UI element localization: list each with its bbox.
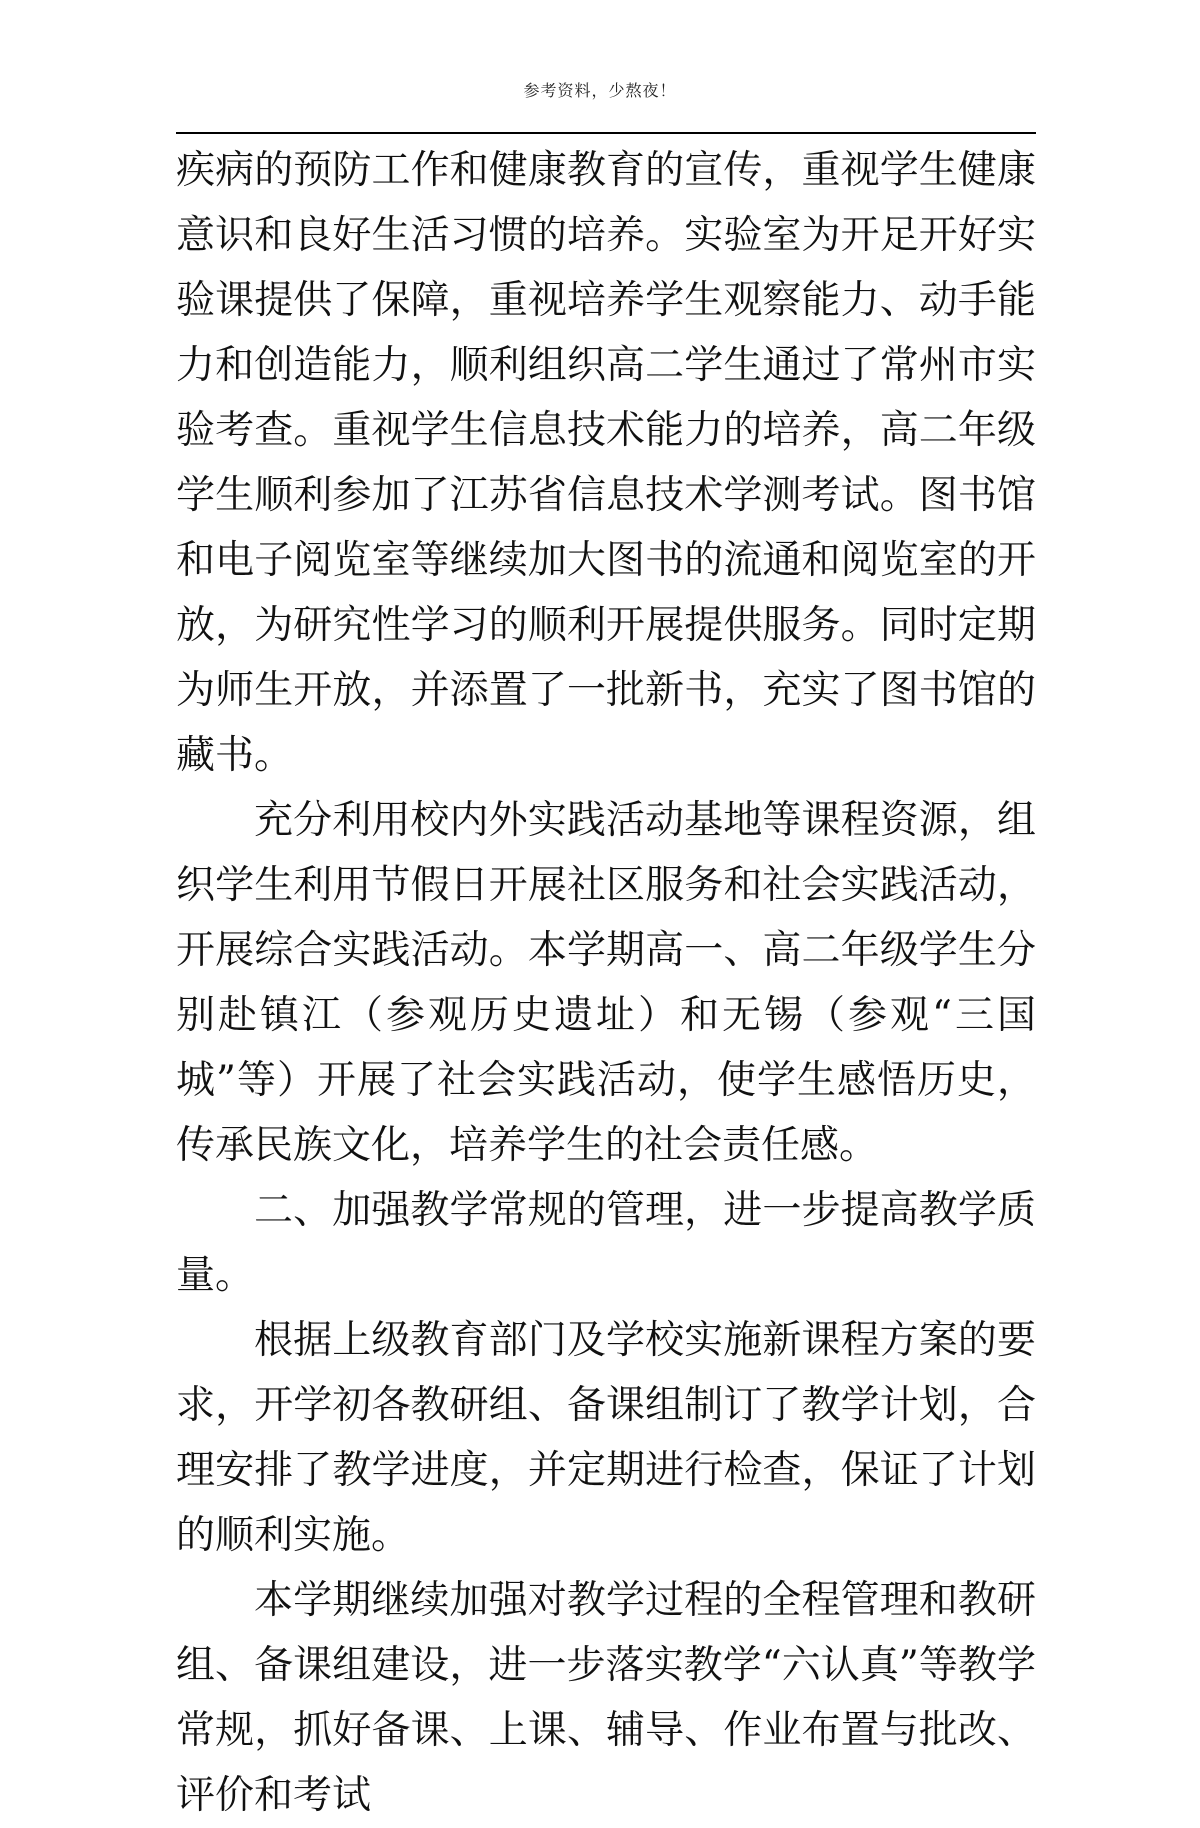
section-heading: 二、加强教学常规的管理，进一步提高教学质量。 — [176, 1188, 1036, 1298]
paragraph-teaching-management: 本学期继续加强对教学过程的全程管理和教研组、备课组建设，进一步落实教学“六认真”等教学常规，抓好备课、上课、辅导、作业布置与批改、评价和考试 — [176, 1578, 1036, 1818]
document-body — [176, 138, 1036, 1828]
paragraph-teaching-plan: 根据上级教育部门及学校实施新课程方案的要求，开学初各教研组、备课组制订了教学计划，合理安排了教学进度，并定期进行检查，保证了计划的顺利实施。 — [176, 1318, 1036, 1558]
paragraph-practice-activities: 充分利用校内外实践活动基地等课程资源，组织学生利用节假日开展社区服务和社会实践活动，开展综合实践活动。本学期高一、高二年级学生分别赴镇江（参观历史遗址）和无锡（参观“三国城”等）开展了社会实践活动，使学生感悟历史，传承民族文化，培养学生的社会责任感。 — [176, 798, 1036, 1168]
paragraph-continued: 疾病的预防工作和健康教育的宣传，重视学生健康意识和良好生活习惯的培养。实验室为开足开好实验课提供了保障，重视培养学生观察能力、动手能力和创造能力，顺利组织高二学生通过了常州市实验考查。重视学生信息技术能力的培养，高二年级学生顺利参加了江苏省信息技术学测考试。图书馆和电子阅览室等继续加大图书的流通和阅览室的开放，为研究性学习的顺利开展提供服务。同时定期为师生开放，并添置了一批新书，充实了图书馆的藏书。 — [176, 148, 1036, 778]
page-header: 参考资料，少熬夜！ — [523, 81, 677, 100]
header-divider — [176, 132, 1036, 134]
